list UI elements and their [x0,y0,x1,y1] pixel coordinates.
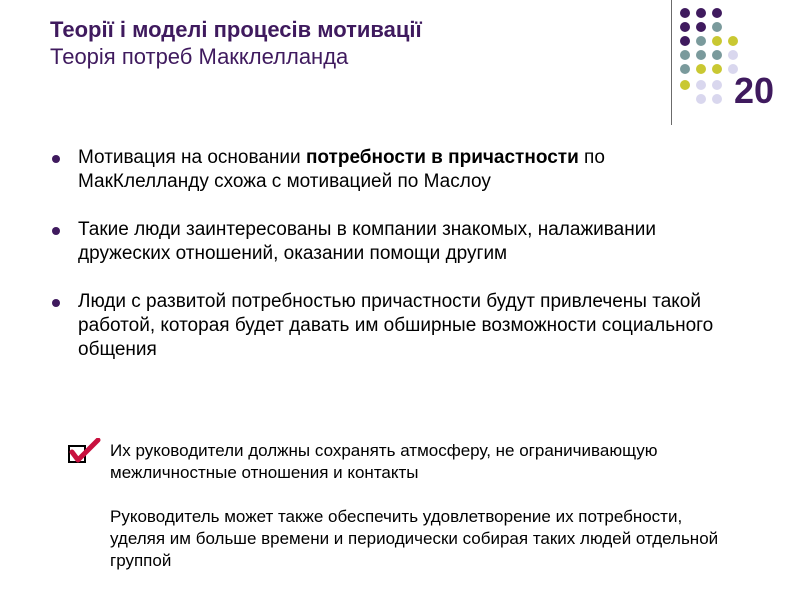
slide-title: Теорії і моделі процесів мотивації [50,17,422,42]
bullet-dot-icon [52,227,60,235]
sub-list [110,440,730,594]
slide-title-block [50,16,422,70]
bullet-item [50,218,730,266]
decor-dot [696,8,706,18]
decor-dot [696,64,706,74]
divider-line [671,0,672,125]
decor-dot [712,36,722,46]
decor-dot [680,36,690,46]
decor-dot [712,64,722,74]
decor-dot [696,36,706,46]
checkbox-check-icon [68,438,104,466]
decor-dot [680,8,690,18]
bullet-list [50,146,730,386]
bullet-dot-icon [52,299,60,307]
decor-dot [728,50,738,60]
decor-dot [680,22,690,32]
bullet-text-post: по МакКлелланду схожа с мотивацией по Маслоу [78,147,605,192]
slide-subtitle: Теорія потреб Макклелланда [50,44,349,69]
decor-dot [728,36,738,46]
bullet-dot-icon [52,155,60,163]
decor-dot [712,50,722,60]
bullet-text-pre: Мотивация на основании [78,147,306,168]
decor-dot [712,22,722,32]
decor-dot [680,50,690,60]
decor-dot [696,50,706,60]
decor-dot [696,94,706,104]
decor-dot [712,94,722,104]
bullet-item [50,290,730,362]
decor-dot [712,80,722,90]
decor-dot [712,8,722,18]
bullet-text: Люди с развитой потребностью причастности будут привлечены такой работой, которая будет давать им обширные возможности социального общения [78,291,714,360]
bullet-text: Такие люди заинтересованы в компании знакомых, налаживании дружеских отношений, оказании помощи другим [78,219,656,264]
bullet-text-bold: потребности в причастности [305,147,579,168]
slide-number: 20 [734,70,775,111]
decor-dot [696,80,706,90]
decor-dot [680,64,690,74]
sub-item: Руководитель может также обеспечить удовлетворение их потребности, уделяя им больше времени и периодически собирая таких людей отдельной группой [110,507,719,570]
decor-dot [696,22,706,32]
decor-dot [680,80,690,90]
bullet-item [50,146,730,194]
sub-item: Их руководители должны сохранять атмосферу, не ограничивающую межличностные отношения и контакты [110,441,658,482]
